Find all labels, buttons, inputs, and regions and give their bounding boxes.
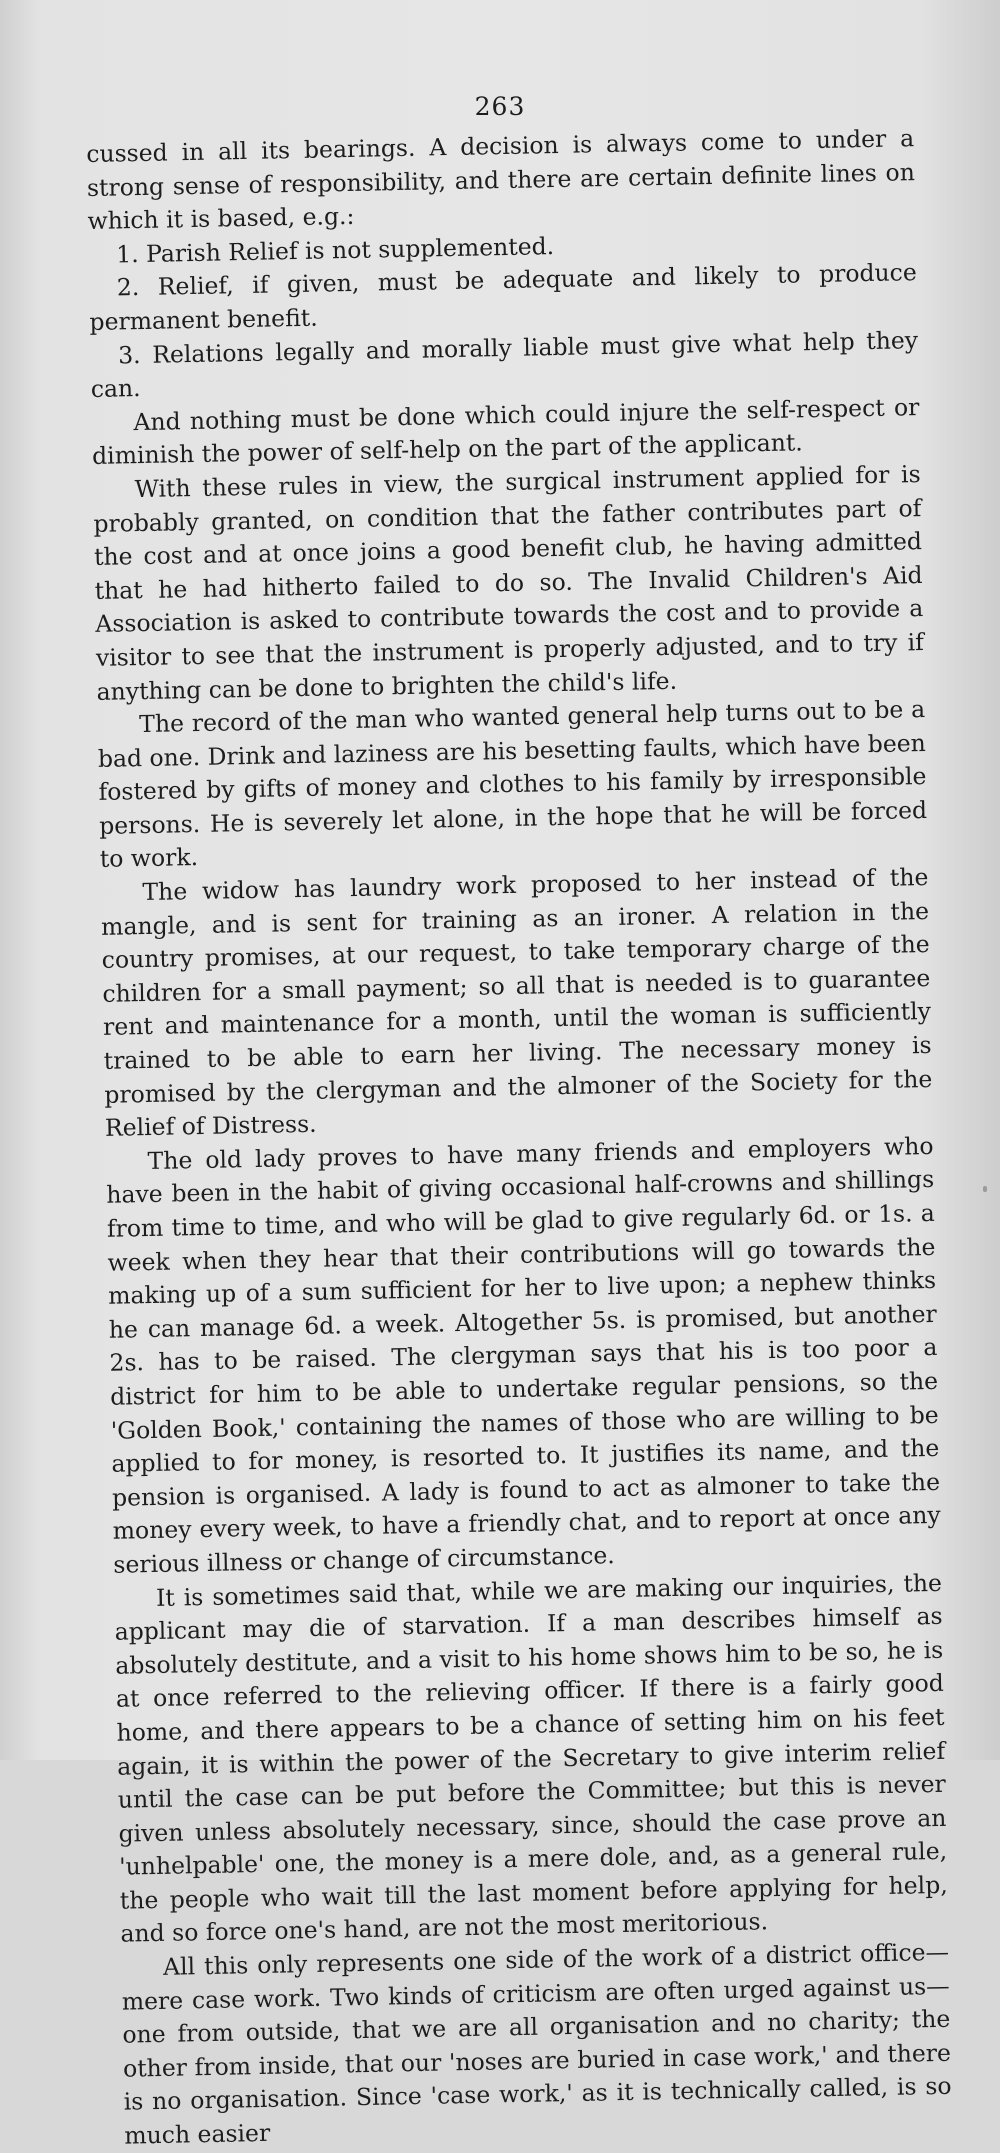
paragraph: The old lady proves to have many friends and employers who have been in the habit of giving occasional half-crowns and shillings from time to time, and who will be glad to give regularly 6d. or 1s. a week when they hear that their contributions will go towards the making up of a sum sufficient for her to live upon; a nephew thinks he can manage 6d. a week. Altogether 5s. is promised, but another 2s. has to be raised. The clergyman says that his is too poor a district for him to be able to undertake regular pensions, so the 'Golden Book,' containing the names of those who are willing to be applied to for money, is resorted to. It justifies its name, and the pension is organised. A lady is found to act as almoner to take the money every week, to have a friendly chat, and to report at once any serious illness or change of circumstance. xyxy=(106,1131,941,1579)
paragraph: All this only represents one side of the work of a district office—mere case work. Two kinds of criticism are often urged against us—one from outside, that we are all organisation and no charity; the other from inside, that our 'noses are buried in case work,' and there is no organisation. Since 'case work,' as it is technically called, is so much easier xyxy=(121,1937,952,2150)
paragraph: With these rules in view, the surgical instrument applied for is probably granted, on condition that the father contributes part of the cost and at once joins a good benefit club, he having admitted that he had hitherto failed to do so. The Invalid Children's Aid Association is asked to contribute towards the cost and to provide a visitor to see that the instrument is properly adjusted, and to try if anything can be done to brighten the child's life. xyxy=(93,459,925,706)
page-number: 263 xyxy=(474,92,526,121)
paper-speck xyxy=(983,1186,987,1192)
opening-paragraph: cussed in all its bearings. A decision is always come to under a strong sense of responsibility, and there are certain definite lines on which it is based, e.g.: xyxy=(86,124,916,236)
rule-item: 2. Relief, if given, must be adequate and likely to produce permanent benefit. xyxy=(89,258,918,336)
paragraph: It is sometimes said that, while we are making our inquiries, the applicant may die of starvation. If a man describes himself as absolutely destitute, and a visit to his home shows him to be so, he is at once referred to the relieving officer. If there is a fairly good home, and there appears to be a chance of setting him on his feet again, it is within the power of the Secretary to give interim relief until the case can be put before the Committee; but this is never given unless absolutely necessary, since, should the case prove an 'unhelpable' one, the money is a mere dole, and, as a general rule, the people who wait till the last moment before applying for help, and so force one's hand, are not the most meritorious. xyxy=(114,1568,948,1949)
body-text xyxy=(86,122,953,2153)
rule-item: 1. Parish Relief is not supplemented. xyxy=(115,231,555,269)
rule-item: 3. Relations legally and morally liable must give what help they can. xyxy=(90,325,919,404)
paragraph: The widow has laundry work proposed to her instead of the mangle, and is sent for training as an ironer. A relation in the country promises, at our request, to take temporary charge of the children for a small payment; so all that is needed is to guarantee rent and maintenance for a month, until the woman is sufficiently trained to be able to earn her living. The necessary money is promised by the clergyman and the almoner of the Society for the Relief of Distress. xyxy=(100,863,933,1143)
paragraph: The record of the man who wanted general help turns out to be a bad one. Drink and laziness are his besetting faults, which have been fostered by gifts of money and clothes to his family by irresponsible persons. He is severely let alone, in the hope that he will be forced to work. xyxy=(97,695,928,874)
paragraph: And nothing must be done which could injure the self-respect or diminish the power of self-help on the part of the applicant. xyxy=(91,392,920,471)
